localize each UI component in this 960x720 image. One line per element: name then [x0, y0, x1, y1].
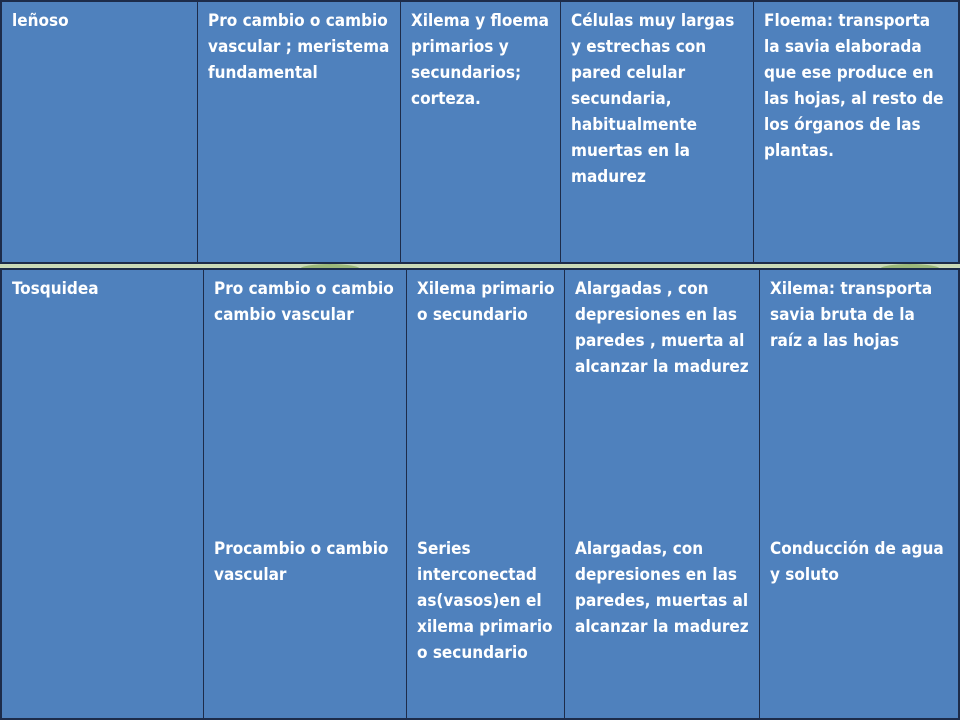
cell-text: Células muy largas y estrechas con pared celular secundaria, habitualmente muertas en la madurez [571, 11, 735, 187]
cell-text: leñoso [12, 11, 69, 31]
cell-text: Xilema primario o secundario [417, 279, 555, 325]
table-row [0, 0, 960, 264]
cell-text: Floema: transporta la savia elaborada que ese produce en las hojas, al resto de los órganos de las plantas. [764, 11, 944, 161]
cell-text: Pro cambio o cambio vascular ; meristema fundamental [208, 11, 390, 83]
table-cell [2, 270, 204, 718]
table-cell [565, 270, 760, 718]
table-cell [407, 270, 565, 718]
cell-text-secondary: Series interconectad as(vasos)en el xilema primario o secundario [417, 539, 553, 663]
cell-text-secondary: Alargadas, con depresiones en las paredes, muertas al alcanzar la madurez [575, 539, 749, 637]
cell-text-secondary: Procambio o cambio vascular [214, 539, 389, 585]
table-cell [760, 270, 958, 718]
table-cell [561, 2, 754, 262]
table-row [0, 268, 960, 720]
cell-text: Pro cambio o cambio cambio vascular [214, 279, 394, 325]
cell-text: Tosquidea [12, 279, 99, 299]
table-cell [754, 2, 958, 262]
cell-text: Xilema: transporta savia bruta de la raíz a las hojas [770, 279, 933, 351]
table-cell [204, 270, 407, 718]
cell-text: Xilema y floema primarios y secundarios; corteza. [411, 11, 549, 109]
table-cell [198, 2, 401, 262]
cell-text: Alargadas , con depresiones en las paredes , muerta al alcanzar la madurez [575, 279, 749, 377]
table-cell [2, 2, 198, 262]
table-cell [401, 2, 561, 262]
cell-text-secondary: Conducción de agua y soluto [770, 539, 944, 585]
